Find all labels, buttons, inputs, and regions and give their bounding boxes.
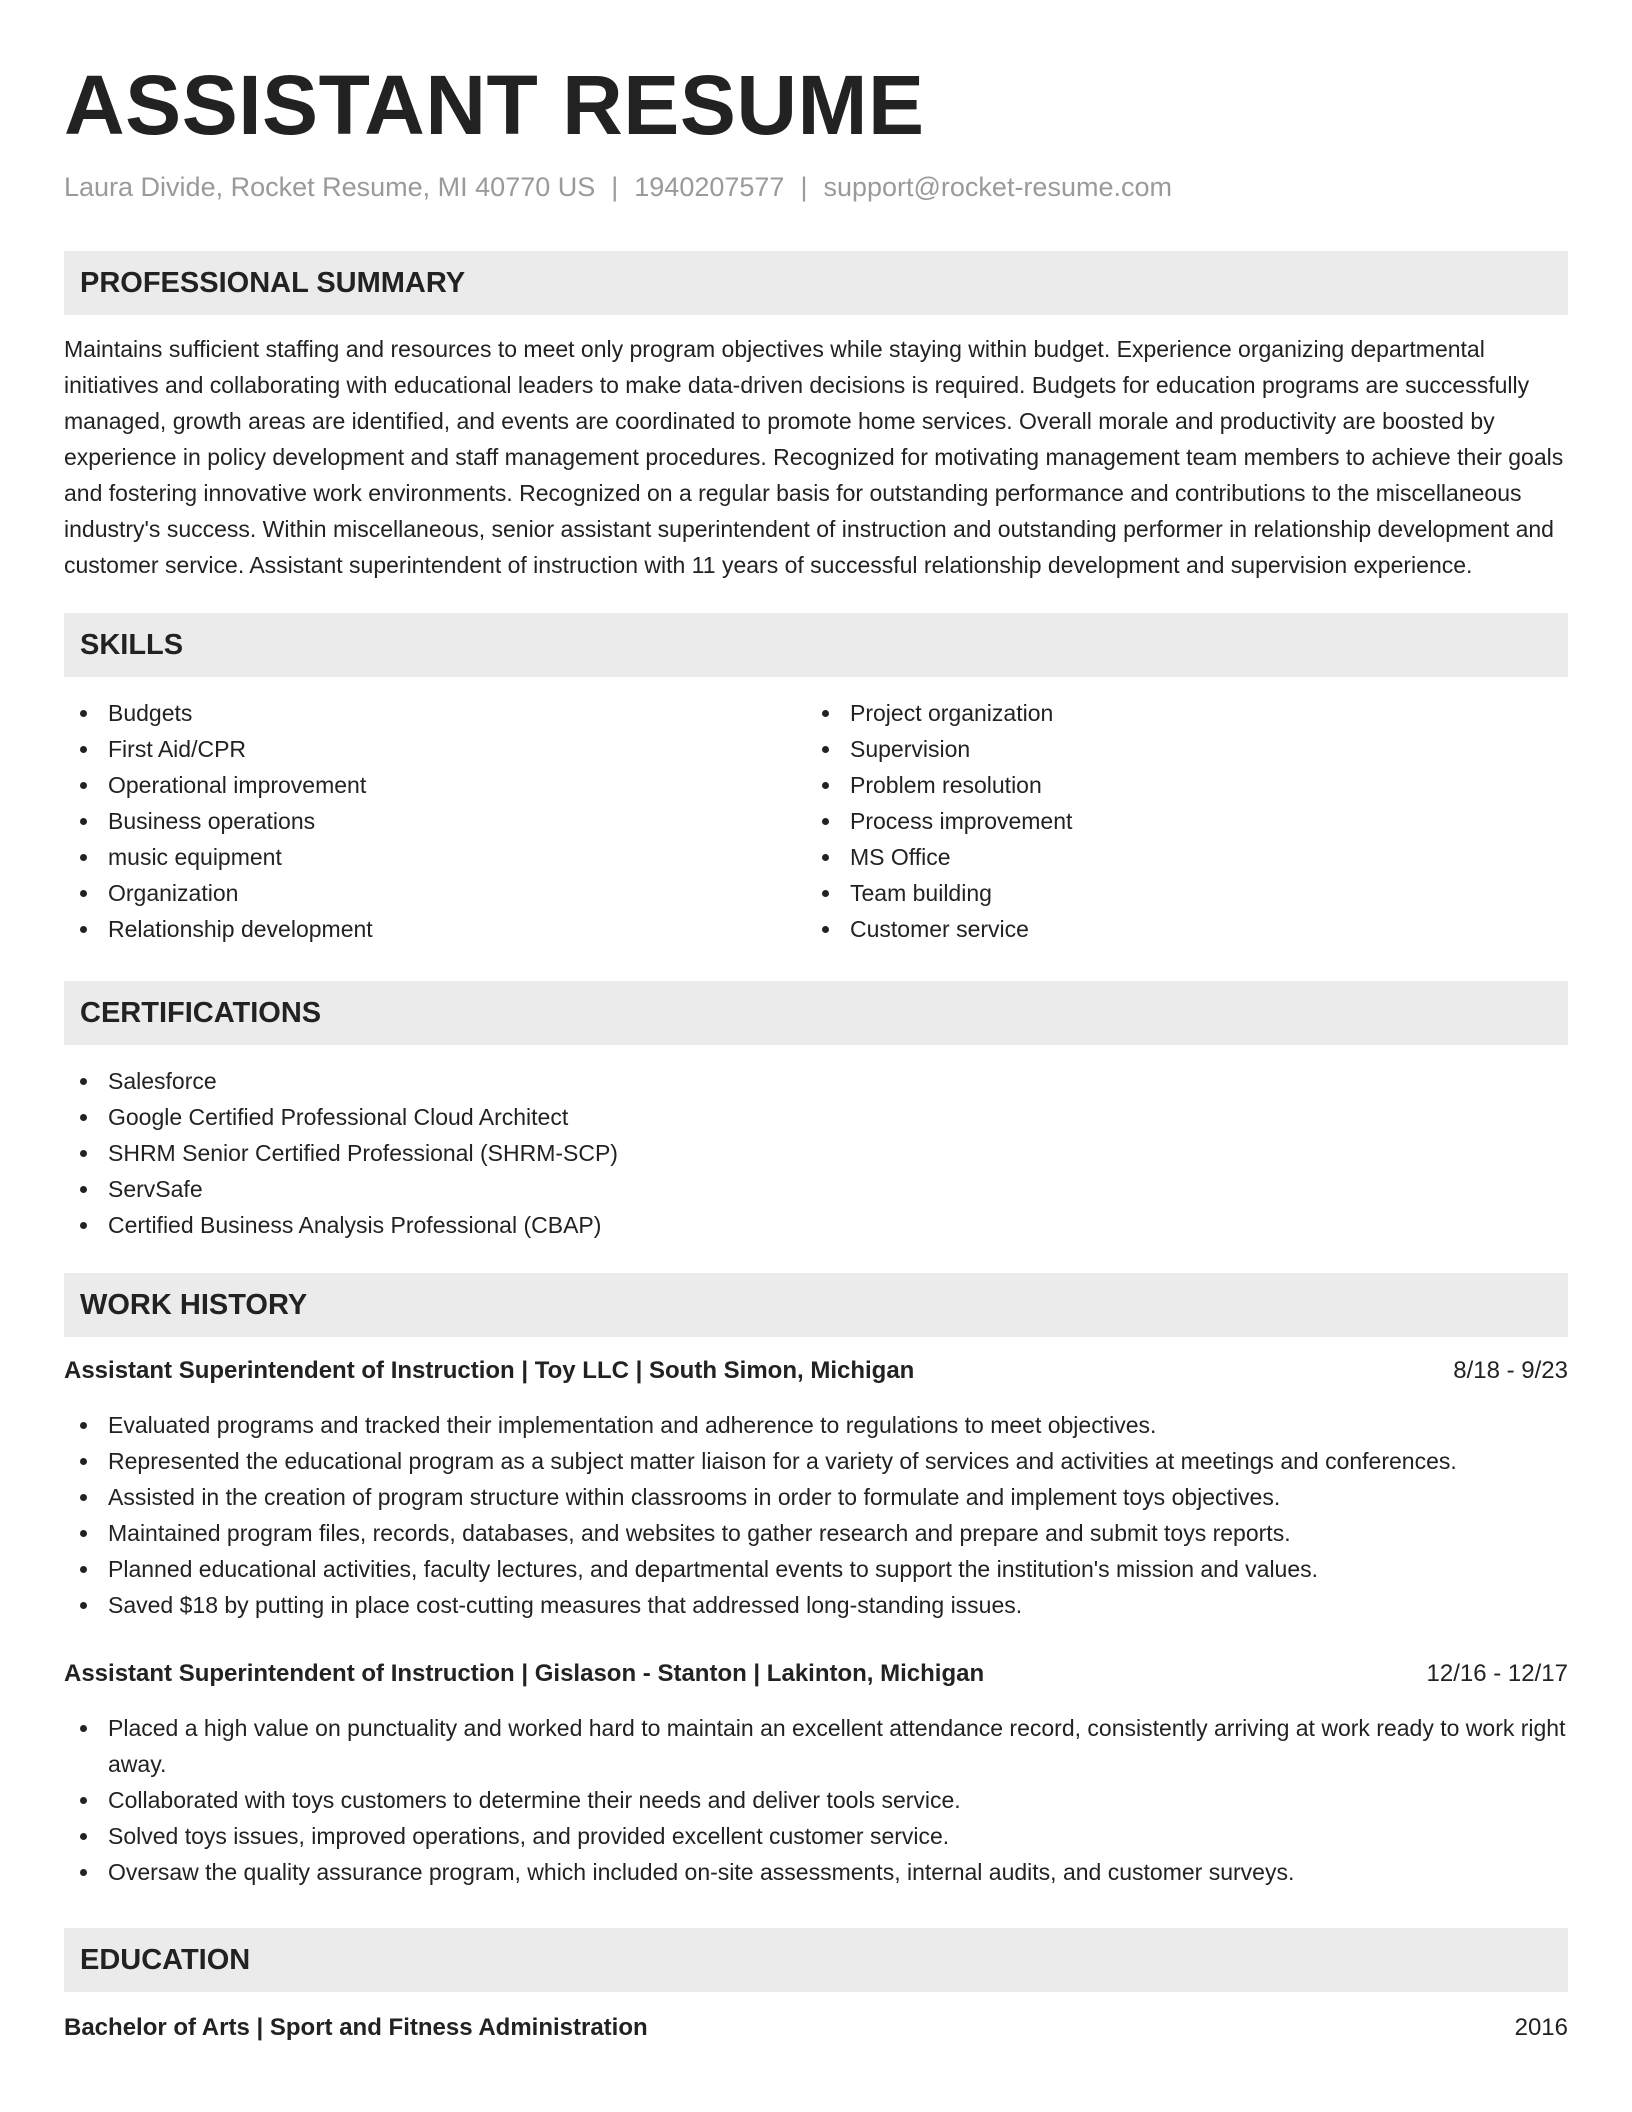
skill-item: Project organization: [806, 695, 1548, 731]
contact-email[interactable]: support@rocket-resume.com: [823, 172, 1172, 202]
skills-list-right: [806, 695, 1548, 947]
job-duty-item: Represented the educational program as a subject matter liaison for a variety of services and activities at meetings and conferences.: [64, 1443, 1568, 1479]
job-duty-item: Maintained program files, records, databases, and websites to gather research and prepare and submit toys reports.: [64, 1515, 1568, 1551]
skills-list-left: [64, 695, 806, 947]
job-duty-item: Saved $18 by putting in place cost-cutting measures that addressed long-standing issues.: [64, 1587, 1568, 1623]
job-duty-item: Assisted in the creation of program structure within classrooms in order to formulate and implement toys objectives.: [64, 1479, 1568, 1515]
section-header-work-history: [64, 1273, 1568, 1337]
certification-item: Google Certified Professional Cloud Architect: [64, 1099, 1568, 1135]
certifications-list: [64, 1063, 1568, 1243]
education-entry: [64, 2010, 1568, 2046]
section-title-work-history: WORK HISTORY: [80, 1288, 308, 1321]
certification-item: SHRM Senior Certified Professional (SHRM-SCP): [64, 1135, 1568, 1171]
job-dates: 12/16 - 12/17: [1426, 1660, 1568, 1687]
skill-item: Operational improvement: [64, 767, 806, 803]
job-duty-item: Planned educational activities, faculty lectures, and departmental events to support the institution's mission and values.: [64, 1551, 1568, 1587]
skill-item: Problem resolution: [806, 767, 1548, 803]
skill-item: Supervision: [806, 731, 1548, 767]
skill-item: Budgets: [64, 695, 806, 731]
job-duty-item: Solved toys issues, improved operations, and provided excellent customer service.: [64, 1818, 1568, 1854]
contact-separator: |: [611, 172, 619, 202]
skill-item: Organization: [64, 875, 806, 911]
section-header-certifications: [64, 981, 1568, 1045]
education-year: 2016: [1514, 2014, 1568, 2041]
skill-item: Team building: [806, 875, 1548, 911]
education-degree: Bachelor of Arts | Sport and Fitness Administration: [64, 2014, 648, 2041]
contact-line: [64, 170, 1568, 204]
section-header-skills: [64, 613, 1568, 677]
job-title: Assistant Superintendent of Instruction | Gislason - Stanton | Lakinton, Michigan: [64, 1660, 985, 1687]
job-duty-item: Collaborated with toys customers to determine their needs and deliver tools service.: [64, 1782, 1568, 1818]
section-header-summary: [64, 251, 1568, 315]
section-title-certifications: CERTIFICATIONS: [80, 996, 322, 1029]
certification-item: Certified Business Analysis Professional (CBAP): [64, 1207, 1568, 1243]
job-duty-item: Placed a high value on punctuality and worked hard to maintain an excellent attendance record, consistently arriving at work ready to work right away.: [64, 1710, 1568, 1782]
job-duty-item: Oversaw the quality assurance program, which included on-site assessments, internal audits, and customer surveys.: [64, 1854, 1568, 1890]
skills-column-right: [806, 695, 1548, 947]
job-duties-list: [64, 1710, 1568, 1890]
contact-separator: |: [800, 172, 808, 202]
resume-title: ASSISTANT RESUME: [64, 58, 925, 152]
section-header-education: [64, 1928, 1568, 1992]
section-title-summary: PROFESSIONAL SUMMARY: [80, 266, 466, 299]
contact-phone: 1940207577: [634, 172, 785, 202]
skill-item: music equipment: [64, 839, 806, 875]
certification-item: ServSafe: [64, 1171, 1568, 1207]
job-header: [64, 1656, 1568, 1692]
skill-item: MS Office: [806, 839, 1548, 875]
section-title-education: EDUCATION: [80, 1943, 251, 1976]
skills-column-left: [64, 695, 806, 947]
job-title: Assistant Superintendent of Instruction | Toy LLC | South Simon, Michigan: [64, 1357, 915, 1384]
skills-grid: [64, 695, 1568, 947]
skill-item: Business operations: [64, 803, 806, 839]
skill-item: Customer service: [806, 911, 1548, 947]
skill-item: Process improvement: [806, 803, 1548, 839]
section-title-skills: SKILLS: [80, 628, 184, 661]
job-header: [64, 1353, 1568, 1389]
skill-item: Relationship development: [64, 911, 806, 947]
contact-address: Laura Divide, Rocket Resume, MI 40770 US: [64, 172, 596, 202]
job-dates: 8/18 - 9/23: [1453, 1357, 1568, 1384]
summary-text: Maintains sufficient staffing and resources to meet only program objectives while staying within budget. Experience organizing departmental initiatives and collaborating with educational leaders to make data-driven decisions is required. Budgets for education programs are successfully managed, growth areas are identified, and events are coordinated to promote home services. Overall morale and productivity are boosted by experience in policy development and staff management procedures. Recognized for motivating management team members to achieve their goals and fostering innovative work environments. Recognized on a regular basis for outstanding performance and contributions to the miscellaneous industry's success. Within miscellaneous, senior assistant superintendent of instruction and outstanding performer in relationship development and customer service. Assistant superintendent of instruction with 11 years of successful relationship development and supervision experience.: [64, 336, 1564, 578]
certification-item: Salesforce: [64, 1063, 1568, 1099]
job-duty-item: Evaluated programs and tracked their implementation and adherence to regulations to meet objectives.: [64, 1407, 1568, 1443]
skill-item: First Aid/CPR: [64, 731, 806, 767]
job-duties-list: [64, 1407, 1568, 1623]
